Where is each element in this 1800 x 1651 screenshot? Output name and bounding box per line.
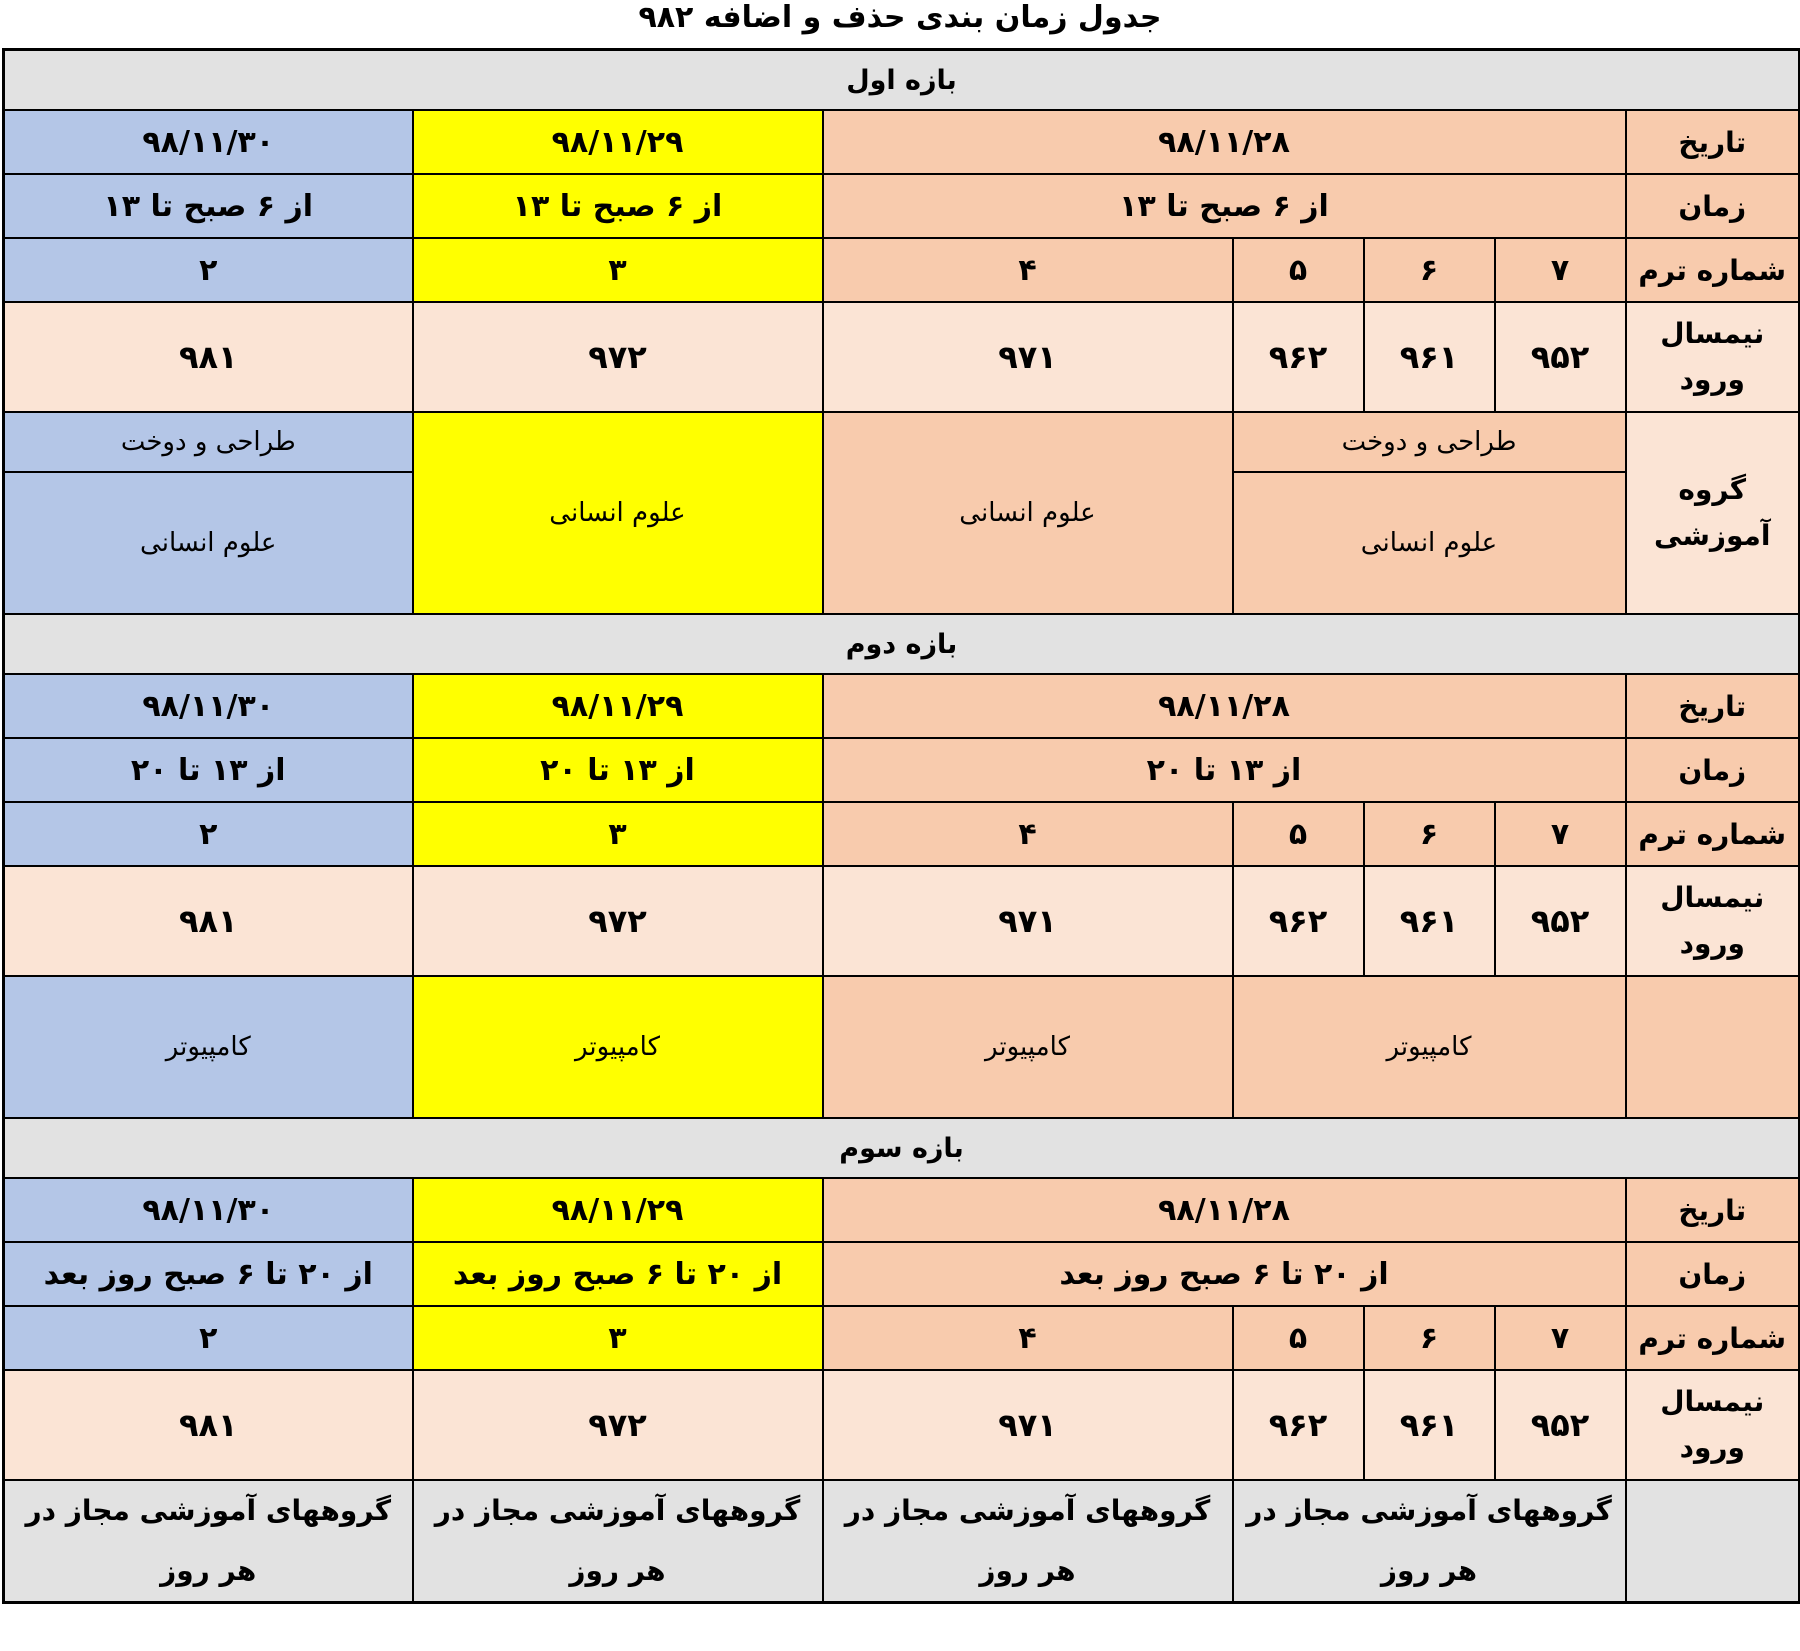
time-cell-3: از ۱۳ تا ۲۰ [4,738,413,802]
group-cell-human: علوم انسانی [1233,472,1626,614]
period-3-group-row [4,1480,1800,1603]
date-cell-1: ۹۸/۱۱/۲۸ [823,674,1626,738]
group-label-empty [1626,1480,1800,1603]
period-2-header-row [4,614,1800,674]
date-cell-2: ۹۸/۱۱/۲۹ [413,674,823,738]
date-label: تاریخ [1626,674,1800,738]
date-cell-3: ۹۸/۱۱/۳۰ [4,674,413,738]
group-cell-computer: کامپیوتر [4,976,413,1118]
period-1-date-row [4,110,1800,174]
entry-cell: ۹۶۱ [1364,866,1495,976]
period-1-entry-row [4,302,1800,412]
group-cell-allowed: گروههای آموزشی مجاز در هر روز [4,1480,413,1603]
group-cell-human: علوم انسانی [413,412,823,614]
period-2-group-row [4,976,1800,1118]
entry-cell: ۹۸۱ [4,866,413,976]
group-cell-human: علوم انسانی [4,472,413,614]
date-cell-2: ۹۸/۱۱/۲۹ [413,110,823,174]
time-cell-2: از ۲۰ تا ۶ صبح روز بعد [413,1242,823,1306]
period-2-time-row [4,738,1800,802]
date-label: تاریخ [1626,1178,1800,1242]
time-cell-3: از ۲۰ تا ۶ صبح روز بعد [4,1242,413,1306]
date-cell-1: ۹۸/۱۱/۲۸ [823,110,1626,174]
term-cell: ۶ [1364,1306,1495,1370]
date-cell-1: ۹۸/۱۱/۲۸ [823,1178,1626,1242]
period-3-entry-row [4,1370,1800,1480]
period-3-time-row [4,1242,1800,1306]
time-label: زمان [1626,174,1800,238]
group-cell-allowed: گروههای آموزشی مجاز در هر روز [413,1480,823,1603]
date-label: تاریخ [1626,110,1800,174]
period-2-date-row [4,674,1800,738]
group-cell-computer: کامپیوتر [413,976,823,1118]
term-cell: ۶ [1364,238,1495,302]
time-label: زمان [1626,738,1800,802]
entry-cell: ۹۷۲ [413,1370,823,1480]
entry-cell: ۹۷۲ [413,866,823,976]
group-cell-computer: کامپیوتر [1233,976,1626,1118]
period-1-term-row [4,238,1800,302]
entry-cell: ۹۸۱ [4,1370,413,1480]
period-2-term-row [4,802,1800,866]
term-cell: ۷ [1495,1306,1626,1370]
term-cell: ۲ [4,1306,413,1370]
period-3-term-row [4,1306,1800,1370]
entry-label: نیمسال ورود [1626,866,1800,976]
term-cell: ۵ [1233,238,1364,302]
term-label: شماره ترم [1626,802,1800,866]
term-cell: ۴ [823,1306,1233,1370]
entry-cell: ۹۵۲ [1495,302,1626,412]
term-cell: ۴ [823,238,1233,302]
group-cell-design: طراحی و دوخت [4,412,413,472]
time-cell-1: از ۲۰ تا ۶ صبح روز بعد [823,1242,1626,1306]
group-cell-design: طراحی و دوخت [1233,412,1626,472]
group-label-empty [1626,976,1800,1118]
term-label: شماره ترم [1626,238,1800,302]
period-1-time-row [4,174,1800,238]
term-cell: ۷ [1495,802,1626,866]
term-cell: ۳ [413,1306,823,1370]
period-1-group-row-a [4,412,1800,472]
date-cell-3: ۹۸/۱۱/۳۰ [4,110,413,174]
term-label: شماره ترم [1626,1306,1800,1370]
time-cell-1: از ۶ صبح تا ۱۳ [823,174,1626,238]
entry-cell: ۹۷۱ [823,302,1233,412]
entry-cell: ۹۶۱ [1364,302,1495,412]
period-2-title: بازه دوم [4,614,1800,674]
period-3-title: بازه سوم [4,1118,1800,1178]
period-3-header-row [4,1118,1800,1178]
date-cell-3: ۹۸/۱۱/۳۰ [4,1178,413,1242]
time-cell-1: از ۱۳ تا ۲۰ [823,738,1626,802]
entry-cell: ۹۶۱ [1364,1370,1495,1480]
term-cell: ۶ [1364,802,1495,866]
entry-cell: ۹۶۲ [1233,1370,1364,1480]
time-label: زمان [1626,1242,1800,1306]
period-3-date-row [4,1178,1800,1242]
term-cell: ۵ [1233,1306,1364,1370]
time-cell-2: از ۶ صبح تا ۱۳ [413,174,823,238]
term-cell: ۲ [4,238,413,302]
term-cell: ۷ [1495,238,1626,302]
date-cell-2: ۹۸/۱۱/۲۹ [413,1178,823,1242]
entry-label: نیمسال ورود [1626,1370,1800,1480]
entry-cell: ۹۷۲ [413,302,823,412]
entry-cell: ۹۶۲ [1233,866,1364,976]
schedule-table [2,48,1800,1604]
group-label: گروه آموزشی [1626,412,1800,614]
entry-cell: ۹۶۲ [1233,302,1364,412]
term-cell: ۲ [4,802,413,866]
group-cell-allowed: گروههای آموزشی مجاز در هر روز [823,1480,1233,1603]
period-1-title: بازه اول [4,50,1800,111]
period-2-entry-row [4,866,1800,976]
term-cell: ۳ [413,802,823,866]
page-title: جدول زمان بندی حذف و اضافه ۹۸۲ [638,0,1162,35]
group-cell-computer: کامپیوتر [823,976,1233,1118]
term-cell: ۵ [1233,802,1364,866]
period-1-header-row [4,50,1800,111]
entry-cell: ۹۵۲ [1495,1370,1626,1480]
group-cell-human: علوم انسانی [823,412,1233,614]
entry-cell: ۹۷۱ [823,1370,1233,1480]
entry-cell: ۹۸۱ [4,302,413,412]
group-cell-allowed: گروههای آموزشی مجاز در هر روز [1233,1480,1626,1603]
entry-cell: ۹۵۲ [1495,866,1626,976]
entry-label: نیمسال ورود [1626,302,1800,412]
time-cell-2: از ۱۳ تا ۲۰ [413,738,823,802]
time-cell-3: از ۶ صبح تا ۱۳ [4,174,413,238]
entry-cell: ۹۷۱ [823,866,1233,976]
term-cell: ۴ [823,802,1233,866]
term-cell: ۳ [413,238,823,302]
